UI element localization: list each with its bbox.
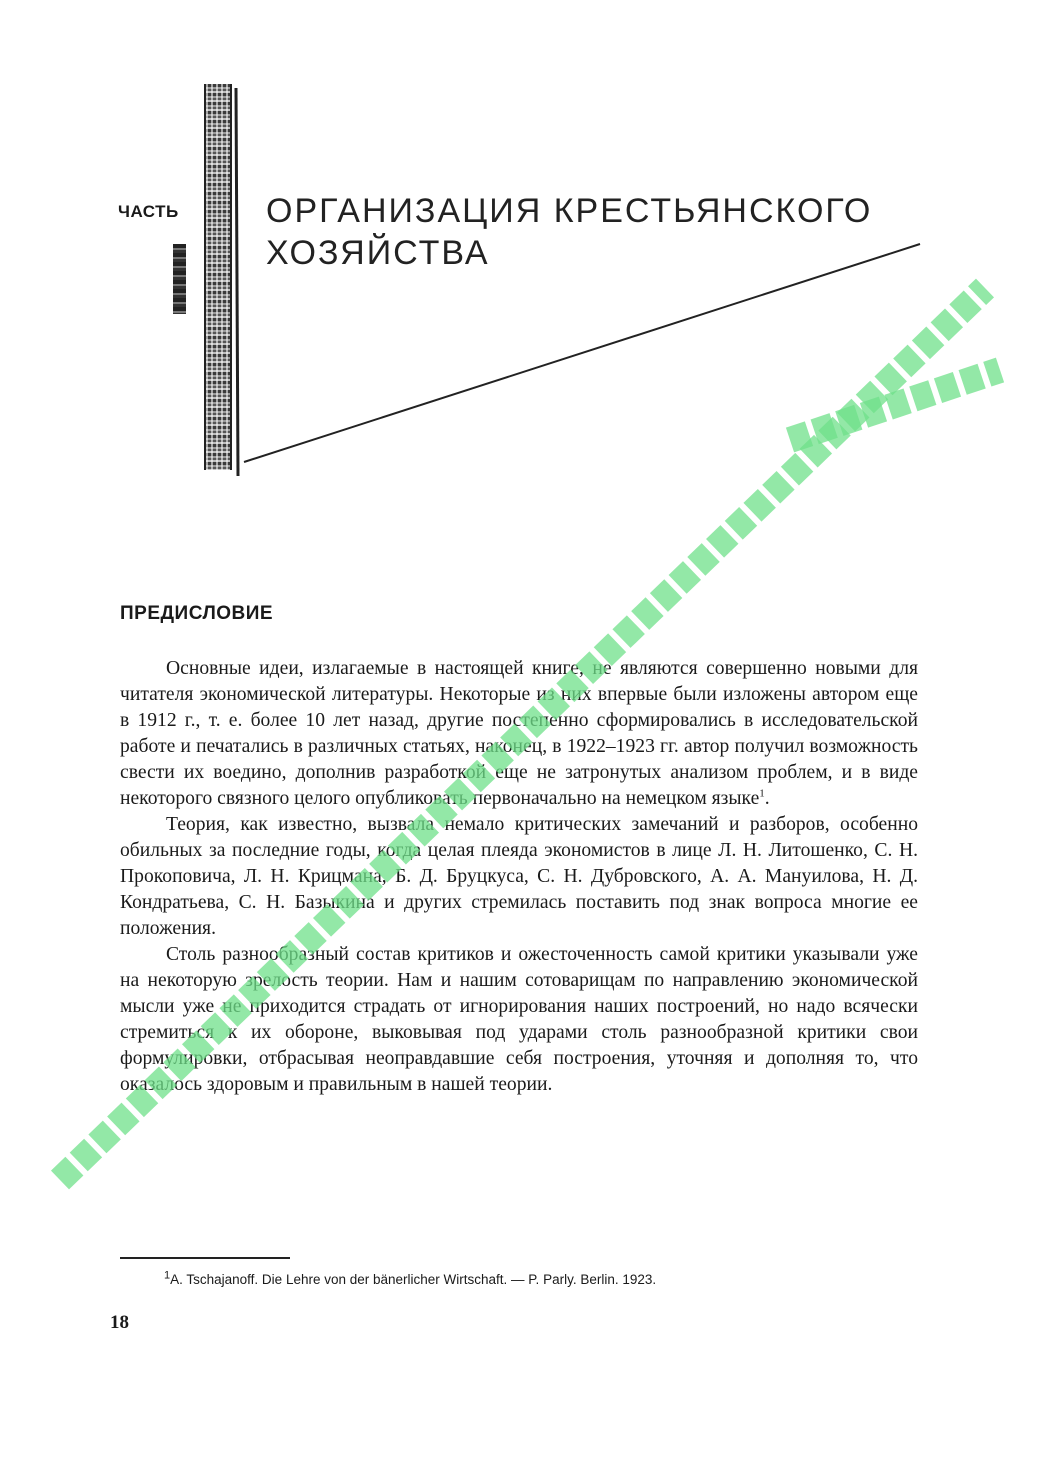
paragraph-3: Столь разнообразный состав критиков и ожесточенность самой критики указывали уже на некоторую зрелость теории. Нам и нашим сотоварищам по направлению экономической мысли уже не приходится страдать от игнорирования наших построений, но надо всячески стремиться к их обороне, выковывая под ударами столь разнообразной критики свои формулировки, отбрасывая неоправдавшие себя построения, уточняя и дополняя то, что оказалось здоровым и правильным в нашей теории.	[120, 944, 918, 1095]
page-number: 18	[110, 1312, 129, 1333]
paragraph-1	[120, 656, 918, 812]
part-title-line-1: ОРГАНИЗАЦИЯ КРЕСТЬЯНСКОГО	[266, 192, 873, 230]
section-heading: ПРЕДИСЛОВИЕ	[120, 603, 274, 624]
part-label: ЧАСТЬ	[118, 202, 179, 221]
footnote-text: A. Tschajanoff. Die Lehre von der bänerlicher Wirtschaft. — P. Parly. Berlin. 1923.	[170, 1272, 657, 1287]
footnote-reference: 1	[759, 787, 765, 800]
part-title-line-2: ХОЗЯЙСТВА	[266, 234, 490, 272]
body-text	[120, 656, 918, 1098]
paragraph-1-end: .	[764, 788, 770, 809]
footnote	[164, 1271, 656, 1289]
part-title	[266, 190, 872, 274]
diagonal-rule	[244, 244, 920, 462]
footnote-marker: 1	[164, 1269, 171, 1282]
paragraph-2: Теория, как известно, вызвала немало критических замечаний и разборов, особенно обильных за последние годы, когда целая плеяда экономистов в лице Л. Н. Литошенко, С. Н. Прокоповича, Л. Н. Крицмана, Б. Д. Бруцкуса, С. Н. Дубровского, А. А. Мануилова, Н. Д. Кондратьева, С. Н. Базыкина и других стремилась поставить под знак вопроса многие ее положения.	[120, 814, 918, 939]
paragraph-1-text: Основные идеи, излагаемые в настоящей книге, не являются совершенно новыми для читателя экономической литературы. Некоторые из них впервые были изложены автором еще в 1912 г., т. е. более 10 лет назад, другие постепенно сформировались в исследовательской работе и печатались в различных статьях, наконец, в 1922–1923 гг. автор получил возможность свести их воедино, дополнив разработкой еще не затронутых анализом проблем, и в виде некоторого связного целого опубликовать первоначально на немецком языке	[120, 658, 918, 809]
vertical-rule	[236, 88, 238, 476]
footnote-divider	[120, 1257, 290, 1259]
